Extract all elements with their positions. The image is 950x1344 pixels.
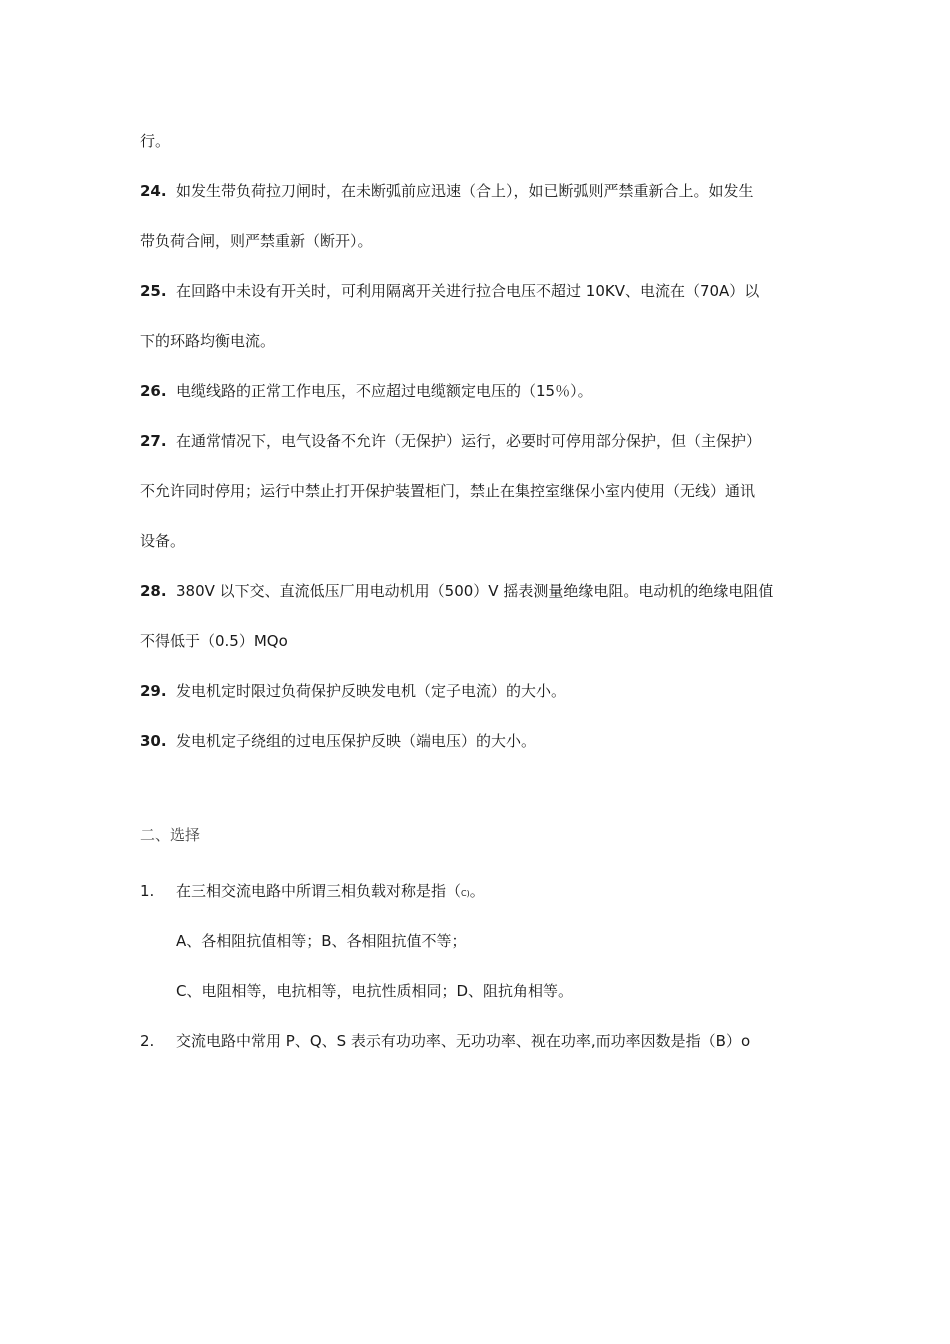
question-24 — [140, 181, 754, 201]
question-number: 30. — [140, 732, 167, 750]
question-28 — [140, 581, 773, 601]
question-text: 在回路中未设有开关时，可利用隔离开关进行拉合电压不超过 10KV、电流在（70A）以 — [176, 282, 760, 300]
question-text-continued: 不允许同时停用；运行中禁止打开保护装置柜门，禁止在集控室继保小室内使用（无线）通讯 — [140, 482, 756, 500]
text-line — [140, 481, 755, 501]
text-line — [140, 531, 185, 551]
question-number: 29. — [140, 682, 167, 700]
question-text: 电缆线路的正常工作电压，不应超过电缆额定电压的（15％）。 — [176, 382, 593, 400]
question-text: 发电机定子绕组的过电压保护反映（端电压）的大小。 — [176, 732, 537, 750]
question-26 — [140, 381, 593, 401]
question-text-continued: 下的环路均衡电流。 — [140, 332, 276, 350]
question-27 — [140, 431, 761, 451]
question-30 — [140, 731, 536, 751]
question-number: 2. — [140, 1032, 155, 1050]
question-number: 28. — [140, 582, 167, 600]
question-text: 发电机定时限过负荷保护反映发电机（定子电流）的大小。 — [176, 682, 567, 700]
choice-options — [176, 981, 573, 1001]
question-text: 380V 以下交、直流低压厂用电动机用（500）V 摇表测量绝缘电阻。电动机的绝缘电阻值 — [176, 582, 774, 600]
text-line — [140, 131, 170, 151]
question-text: 交流电路中常用 P、Q、S 表示有功功率、无功功率、视在功率,而功率因数是指（B）o — [176, 1032, 751, 1050]
paragraph-text: 行。 — [140, 132, 171, 150]
option-text: C、电阻相等，电抗相等，电抗性质相同；D、阻抗角相等。 — [176, 982, 574, 1000]
choice-question-1 — [140, 881, 485, 904]
question-25 — [140, 281, 759, 301]
option-text: A、各相阻抗值相等；B、各相阻抗值不等； — [176, 932, 467, 950]
question-29 — [140, 681, 566, 701]
question-number: 26. — [140, 382, 167, 400]
choice-question-2 — [140, 1031, 750, 1051]
text-line — [140, 631, 288, 651]
question-number: 1. — [140, 882, 155, 900]
text-line — [140, 231, 373, 251]
question-number: 27. — [140, 432, 167, 450]
question-end: 。 — [469, 882, 485, 900]
choice-options — [176, 931, 467, 951]
question-text: 在通常情况下，电气设备不允许（无保护）运行，必要时可停用部分保护，但（主保护） — [176, 432, 762, 450]
question-text-continued: 不得低于（0.5）MQo — [140, 632, 288, 650]
question-text-continued: 带负荷合闸，则严禁重新（断开）。 — [140, 232, 373, 250]
section-title: 二、选择 — [140, 826, 201, 844]
question-number: 25. — [140, 282, 167, 300]
question-number: 24. — [140, 182, 167, 200]
question-text: 在三相交流电路中所谓三相负载对称是指（ — [176, 882, 462, 900]
question-text-continued: 设备。 — [140, 532, 186, 550]
question-text: 如发生带负荷拉刀闸时，在未断弧前应迅速（合上），如已断弧则严禁重新合上。如发生 — [176, 182, 754, 200]
answer-small: C) — [461, 889, 470, 898]
text-line — [140, 331, 275, 351]
section-heading — [140, 825, 200, 845]
